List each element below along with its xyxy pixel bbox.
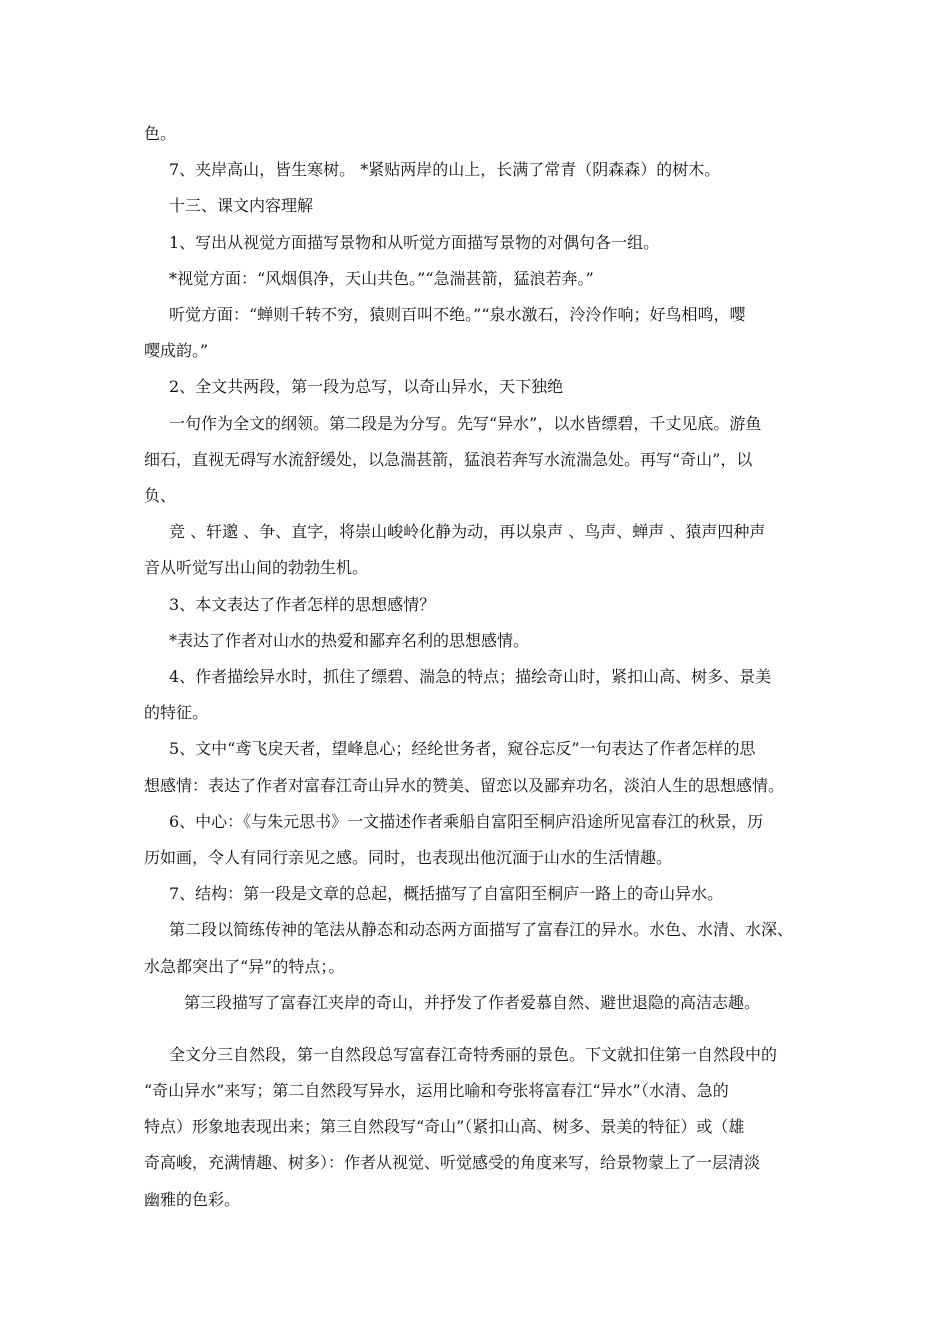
text-line: 4、作者描绘异水时，抓住了缥碧、湍急的特点；描绘奇山时，紧扣山高、树多、景美 [169, 667, 772, 686]
text-line: “奇山异水”来写；第二自然段写异水，运用比喻和夸张将富春江“异水”（水清、急的 [144, 1081, 729, 1100]
section-heading: 十三、课文内容理解 [169, 196, 314, 215]
text-line: 2、全文共两段，第一段为总写，以奇山异水，天下独绝 [169, 377, 564, 396]
text-line: 5、文中“鸢飞戾天者，望峰息心；经纶世务者，窥谷忘反”一句表达了作者怎样的思 [169, 739, 756, 758]
text-line: 7、夹岸高山，皆生寒树。 *紧贴两岸的山上，长满了常青（阴森森）的树木。 [169, 160, 721, 179]
text-line: 1、写出从视觉方面描写景物和从听觉方面描写景物的对偶句各一组。 [169, 233, 660, 252]
text-line: 第三段描写了富春江夹岸的奇山，并抒发了作者爱慕自然、避世退隐的高洁志趣。 [184, 993, 761, 1012]
text-line: 幽雅的色彩。 [144, 1190, 241, 1209]
text-line: *视觉方面：“风烟俱净，天山共色。”“急湍甚箭，猛浪若奔。” [169, 269, 594, 288]
text-line: 3、本文表达了作者怎样的思想感情？ [169, 595, 436, 614]
text-line: 嘤成韵。” [144, 341, 209, 360]
text-line: 特点）形象地表现出来；第三自然段写“奇山”（紧扣山高、树多、景美的特征）或（雄 [144, 1117, 745, 1136]
text-line: 奇高峻，充满情趣、树多）：作者从视觉、听觉感受的角度来写，给景物蒙上了一层清淡 [144, 1153, 761, 1172]
text-line: *表达了作者对山水的热爱和鄙弃名利的思想感情。 [169, 631, 530, 650]
text-line: 竞 、轩邈 、争、直字，将崇山峻岭化静为动，再以泉声 、鸟声、蝉声 、猿声四种声 [169, 522, 766, 541]
text-line: 历如画，令人有同行亲见之感。同时，也表现出他沉湎于山水的生活情趣。 [144, 848, 673, 867]
text-line: 负、 [144, 486, 177, 505]
text-line: 第二段以简练传神的笔法从静态和动态两方面描写了富春江的异水。水色、水清、水深、 [169, 920, 794, 939]
text-line: 音从听觉写出山间的勃勃生机。 [144, 558, 369, 577]
text-line: 色。 [144, 124, 177, 143]
text-line: 听觉方面：“蝉则千转不穷，猿则百叫不绝。”“泉水激石，泠泠作响；好鸟相鸣，嘤 [169, 305, 746, 324]
text-line: 细石，直视无碍写水流舒缓处，以急湍甚箭，猛浪若奔写水流湍急处。再写“奇山”，以 [144, 450, 753, 469]
text-line: 全文分三自然段，第一自然段总写富春江奇特秀丽的景色。下文就扣住第一自然段中的 [169, 1045, 778, 1064]
text-line: 7、结构：第一段是文章的总起，概括描写了自富阳至桐庐一路上的奇山异水。 [169, 884, 724, 903]
text-line: 6、中心：《与朱元思书》一文描述作者乘船自富阳至桐庐沿途所见富春江的秋景，历 [169, 812, 764, 831]
text-line: 的特征。 [144, 703, 209, 722]
text-line: 想感情：表达了作者对富春江奇山异水的赞美、留恋以及鄙弃功名，淡泊人生的思想感情。 [144, 776, 785, 795]
text-line: 水急都突出了“异”的特点；。 [144, 957, 345, 976]
text-line: 一句作为全文的纲领。第二段是为分写。先写“异水”，以水皆缥碧，千丈见底。游鱼 [169, 414, 762, 433]
